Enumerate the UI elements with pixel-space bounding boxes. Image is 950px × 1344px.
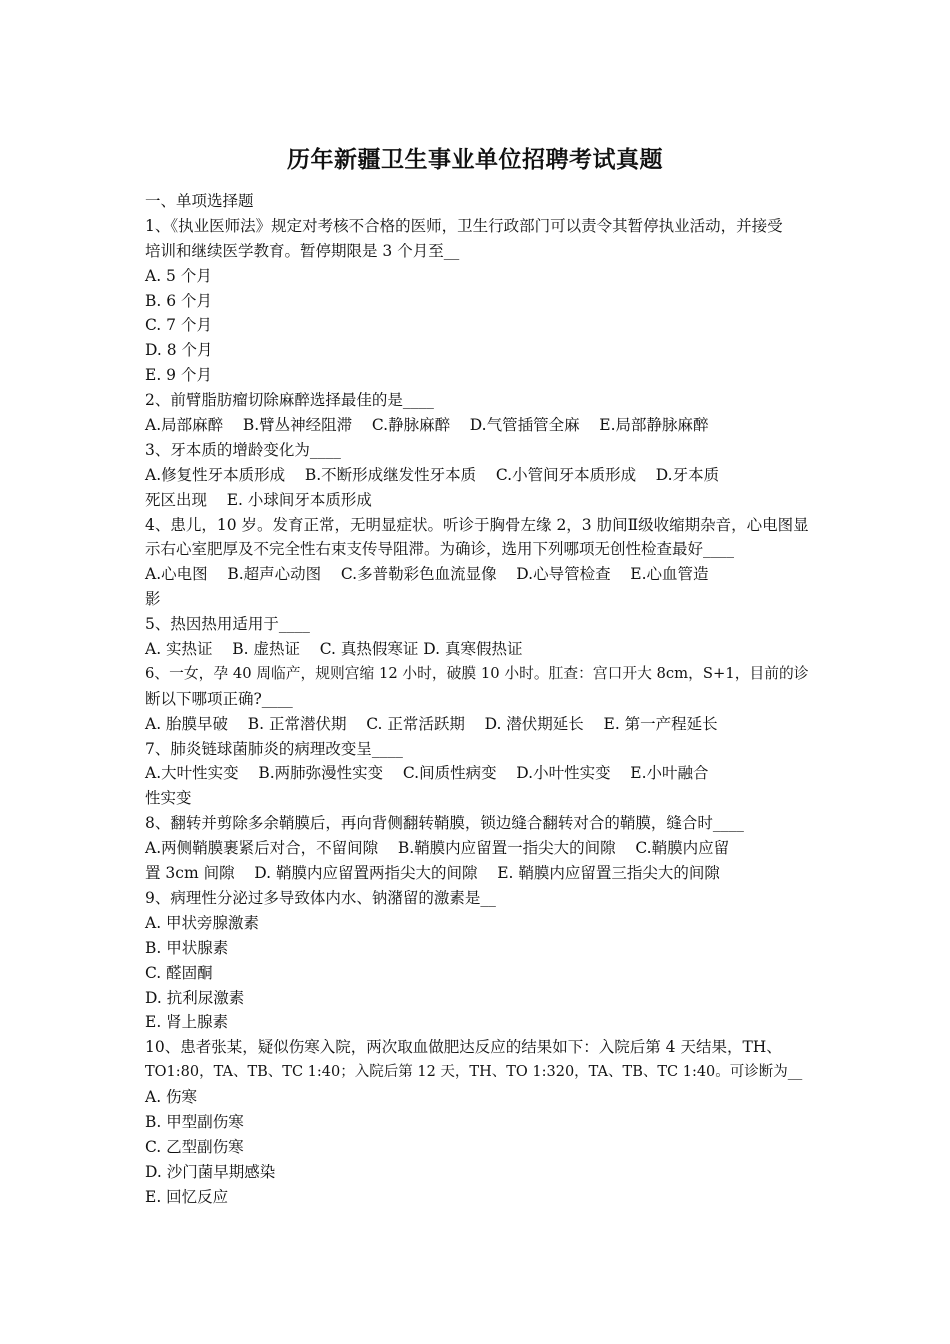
text-line: B. 甲型副伤寒: [145, 1112, 244, 1131]
page-title: 历年新疆卫生事业单位招聘考试真题: [287, 146, 663, 173]
text-line: TO1:80，TA、TB、TC 1:40；入院后第 12 天，TH、TO 1:320，TA、TB、TC 1:40。可诊断为__: [145, 1064, 803, 1081]
text-line: 影: [145, 590, 161, 609]
text-line: A. 实热证 B. 虚热证 C. 真热假寒证 D. 真寒假热证: [145, 640, 523, 659]
text-line: A. 甲状旁腺激素: [145, 913, 260, 932]
text-line: A. 胎膜早破 B. 正常潜伏期 C. 正常活跃期 D. 潜伏期延长 E. 第一产程延长: [145, 714, 718, 733]
text-line: 死区出现 E. 小球间牙本质形成: [145, 490, 372, 509]
text-line: C. 乙型副伤寒: [145, 1137, 244, 1156]
text-line: 2、前臂脂肪瘤切除麻醉选择最佳的是____: [145, 391, 434, 410]
text-line: 示右心室肥厚及不完全性右束支传导阻滞。为确诊，选用下列哪项无创性检查最好____: [145, 540, 735, 559]
text-line: 8、翻转并剪除多余鞘膜后，再向背侧翻转鞘膜，锁边缝合翻转对合的鞘膜，缝合时____: [145, 814, 744, 833]
text-line: E. 回忆反应: [145, 1187, 229, 1206]
text-line: 5、热因热用适用于____: [145, 615, 310, 634]
text-line: 3、牙本质的增龄变化为____: [145, 440, 341, 459]
question-body: [145, 189, 810, 1210]
text-line: E. 9 个月: [145, 366, 212, 385]
text-line: 7、肺炎链球菌肺炎的病理改变呈____: [145, 739, 403, 758]
text-line: 9、病理性分泌过多导致体内水、钠潴留的激素是__: [145, 888, 496, 907]
text-line: C. 7 个月: [145, 316, 212, 335]
text-line: D. 抗利尿激素: [145, 988, 245, 1007]
text-line: 断以下哪项正确?____: [145, 689, 293, 708]
text-line: C. 醛固酮: [145, 963, 213, 982]
text-line: A.心电图 B.超声心动图 C.多普勒彩色血流显像 D.心导管检查 E.心血管造: [145, 565, 709, 584]
text-line: 一、单项选择题: [145, 192, 254, 210]
text-line: A.大叶性实变 B.两肺弥漫性实变 C.间质性病变 D.小叶性实变 E.小叶融合: [145, 764, 709, 783]
text-line: 10、患者张某，疑似伤寒入院，两次取血做肥达反应的结果如下：入院后第 4 天结果，TH、: [145, 1038, 782, 1057]
text-line: 置 3cm 间隙 D. 鞘膜内应留置两指尖大的间隙 E. 鞘膜内应留置三指尖大的间隙: [145, 864, 720, 883]
text-line: D. 8 个月: [145, 341, 213, 360]
text-line: 4、患儿，10 岁。发育正常，无明显症状。听诊于胸骨左缘 2，3 肋间Ⅱ级收缩期杂音，心电图显: [145, 515, 809, 534]
text-line: 1、《执业医师法》规定对考核不合格的医师，卫生行政部门可以责令其暂停执业活动，并接受: [145, 216, 783, 235]
text-line: A.局部麻醉 B.臂丛神经阻滞 C.静脉麻醉 D.气管插管全麻 E.局部静脉麻醉: [145, 416, 709, 435]
text-line: A.两侧鞘膜裹紧后对合，不留间隙 B.鞘膜内应留置一指尖大的间隙 C.鞘膜内应留: [145, 839, 730, 858]
text-line: A.修复性牙本质形成 B.不断形成继发性牙本质 C.小管间牙本质形成 D.牙本质: [145, 465, 720, 484]
text-line: 培训和继续医学教育。暂停期限是 3 个月至__: [145, 241, 460, 260]
text-line: E. 肾上腺素: [145, 1013, 229, 1032]
text-line: A. 5 个月: [145, 266, 212, 285]
text-line: B. 甲状腺素: [145, 938, 229, 957]
text-line: B. 6 个月: [145, 291, 213, 310]
text-line: D. 沙门菌早期感染: [145, 1162, 276, 1181]
text-line: 性实变: [145, 789, 192, 808]
text-line: A. 伤寒: [145, 1088, 198, 1107]
text-line: 6、一女，孕 40 周临产，规则宫缩 12 小时，破膜 10 小时。肛查：宫口开大 8cm，S+1，目前的诊: [145, 664, 809, 682]
